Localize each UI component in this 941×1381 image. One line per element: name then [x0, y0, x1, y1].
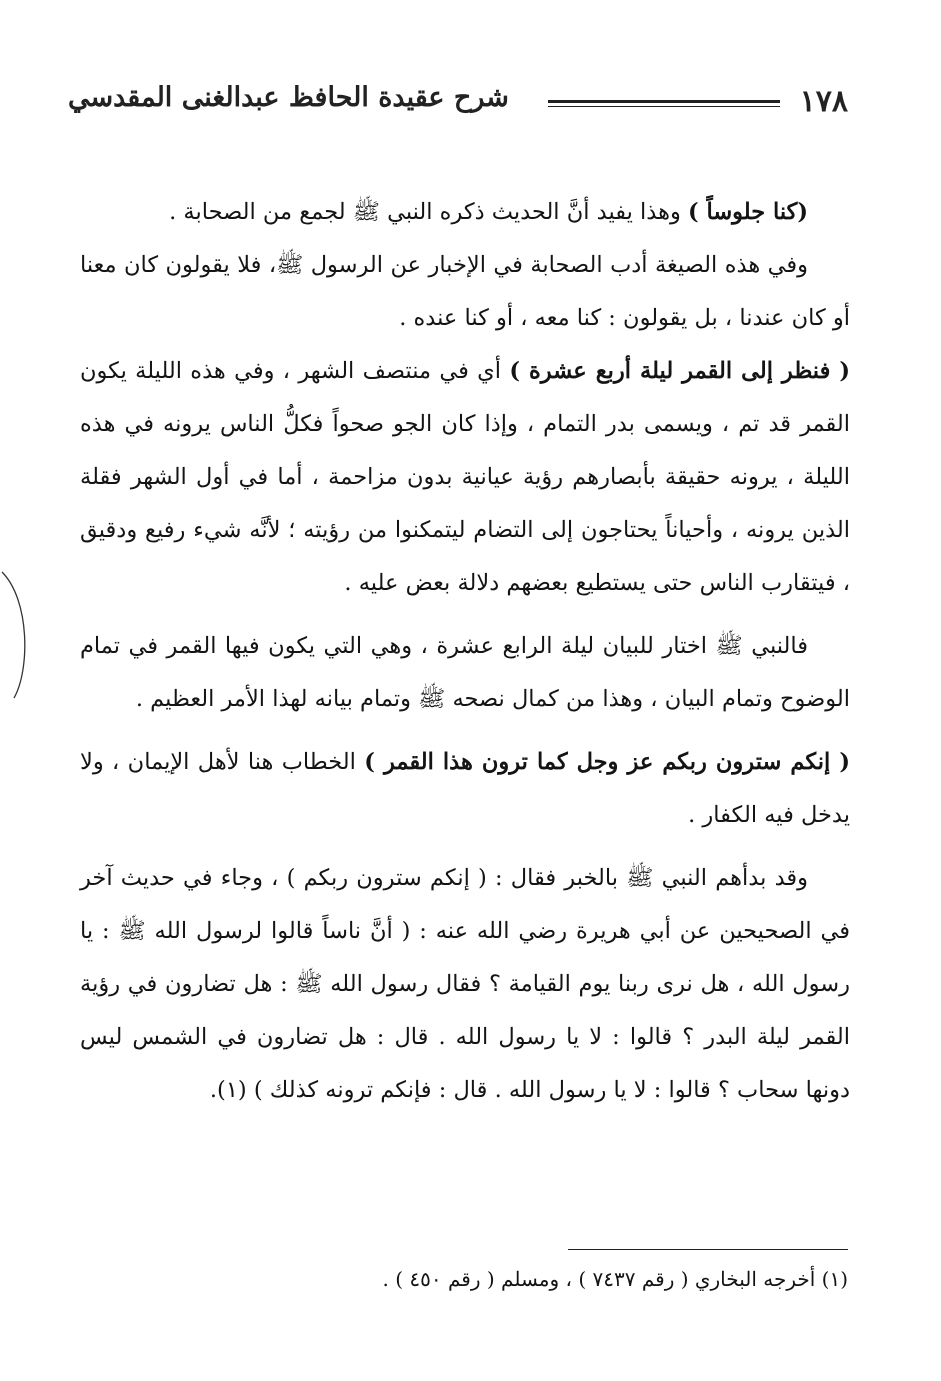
- page-number: ١٧٨: [799, 84, 848, 119]
- footnote-separator: [568, 1249, 848, 1250]
- paragraph: [80, 852, 850, 1117]
- paragraph-text: وفي هذه الصيغة أدب الصحابة في الإخبار عن الرسول ﷺ، فلا يقولون كان معنا أو كان عندنا ، بل يقولون : كنا معه ، أو كنا عنده .: [80, 252, 850, 331]
- book-title: شرح عقيدة الحافظ عبدالغنى المقدسي: [68, 82, 509, 113]
- paragraph: [80, 620, 850, 726]
- quoted-phrase: (كنا جلوساً ): [687, 199, 808, 225]
- paragraph-text: أي في منتصف الشهر ، وفي هذه الليلة يكون القمر قد تم ، ويسمى بدر التمام ، وإذا كان الجو صحواً فكلُّ الناس يرونه في هذه الليلة ، يرونه حقيقة بأبصارهم رؤية عيانية بدون مزاحمة ، أما في أول الشهر فقلة الذين يرونه ، وأحياناً يحتاجون إلى التضام ليتمكنوا من رؤيته ؛ لأنَّه شيء رفيع ودقيق ، فيتقارب الناس حتى يستطيع بعضهم دلالة بعض عليه .: [80, 358, 850, 596]
- paragraph: [80, 239, 850, 345]
- footnote: (١) أخرجه البخاري ( رقم ٧٤٣٧ ) ، ومسلم ( رقم ٤٥٠ ) .: [382, 1267, 848, 1291]
- margin-bracket-mark: [0, 570, 40, 700]
- page-header: [68, 82, 848, 130]
- paragraph-text: الخطاب هنا لأهل الإيمان ، ولا يدخل فيه الكفار .: [80, 749, 850, 828]
- paragraph-text: وقد بدأهم النبي ﷺ بالخبر فقال : ( إنكم سترون ربكم ) ، وجاء في حديث آخر في الصحيحين عن أبي هريرة رضي الله عنه : ( أنَّ ناساً قالوا لرسول الله ﷺ : يا رسول الله ، هل نرى ربنا يوم القيامة ؟ فقال رسول الله ﷺ : هل تضارون في رؤية القمر ليلة البدر ؟ قالوا : لا يا رسول الله . قال : هل تضارون في الشمس ليس دونها سحاب ؟ قالوا : لا يا رسول الله . قال : فإنكم ترونه كذلك ) (١).: [80, 865, 850, 1103]
- paragraph-text: وهذا يفيد أنَّ الحديث ذكره النبي ﷺ لجمع من الصحابة .: [169, 199, 688, 225]
- quoted-phrase: ( فنظر إلى القمر ليلة أربع عشرة ): [509, 358, 850, 384]
- paragraph: [80, 736, 850, 842]
- header-rule: [548, 100, 780, 107]
- body-text: [80, 186, 850, 1117]
- paragraph-text: فالنبي ﷺ اختار للبيان ليلة الرابع عشرة ، وهي التي يكون فيها القمر في تمام الوضوح وتمام البيان ، وهذا من كمال نصحه ﷺ وتمام بيانه لهذا الأمر العظيم .: [80, 633, 850, 712]
- paragraph: [80, 345, 850, 610]
- paragraph: [80, 186, 850, 239]
- quoted-phrase: ( إنكم سترون ربكم عز وجل كما ترون هذا القمر ): [364, 749, 850, 775]
